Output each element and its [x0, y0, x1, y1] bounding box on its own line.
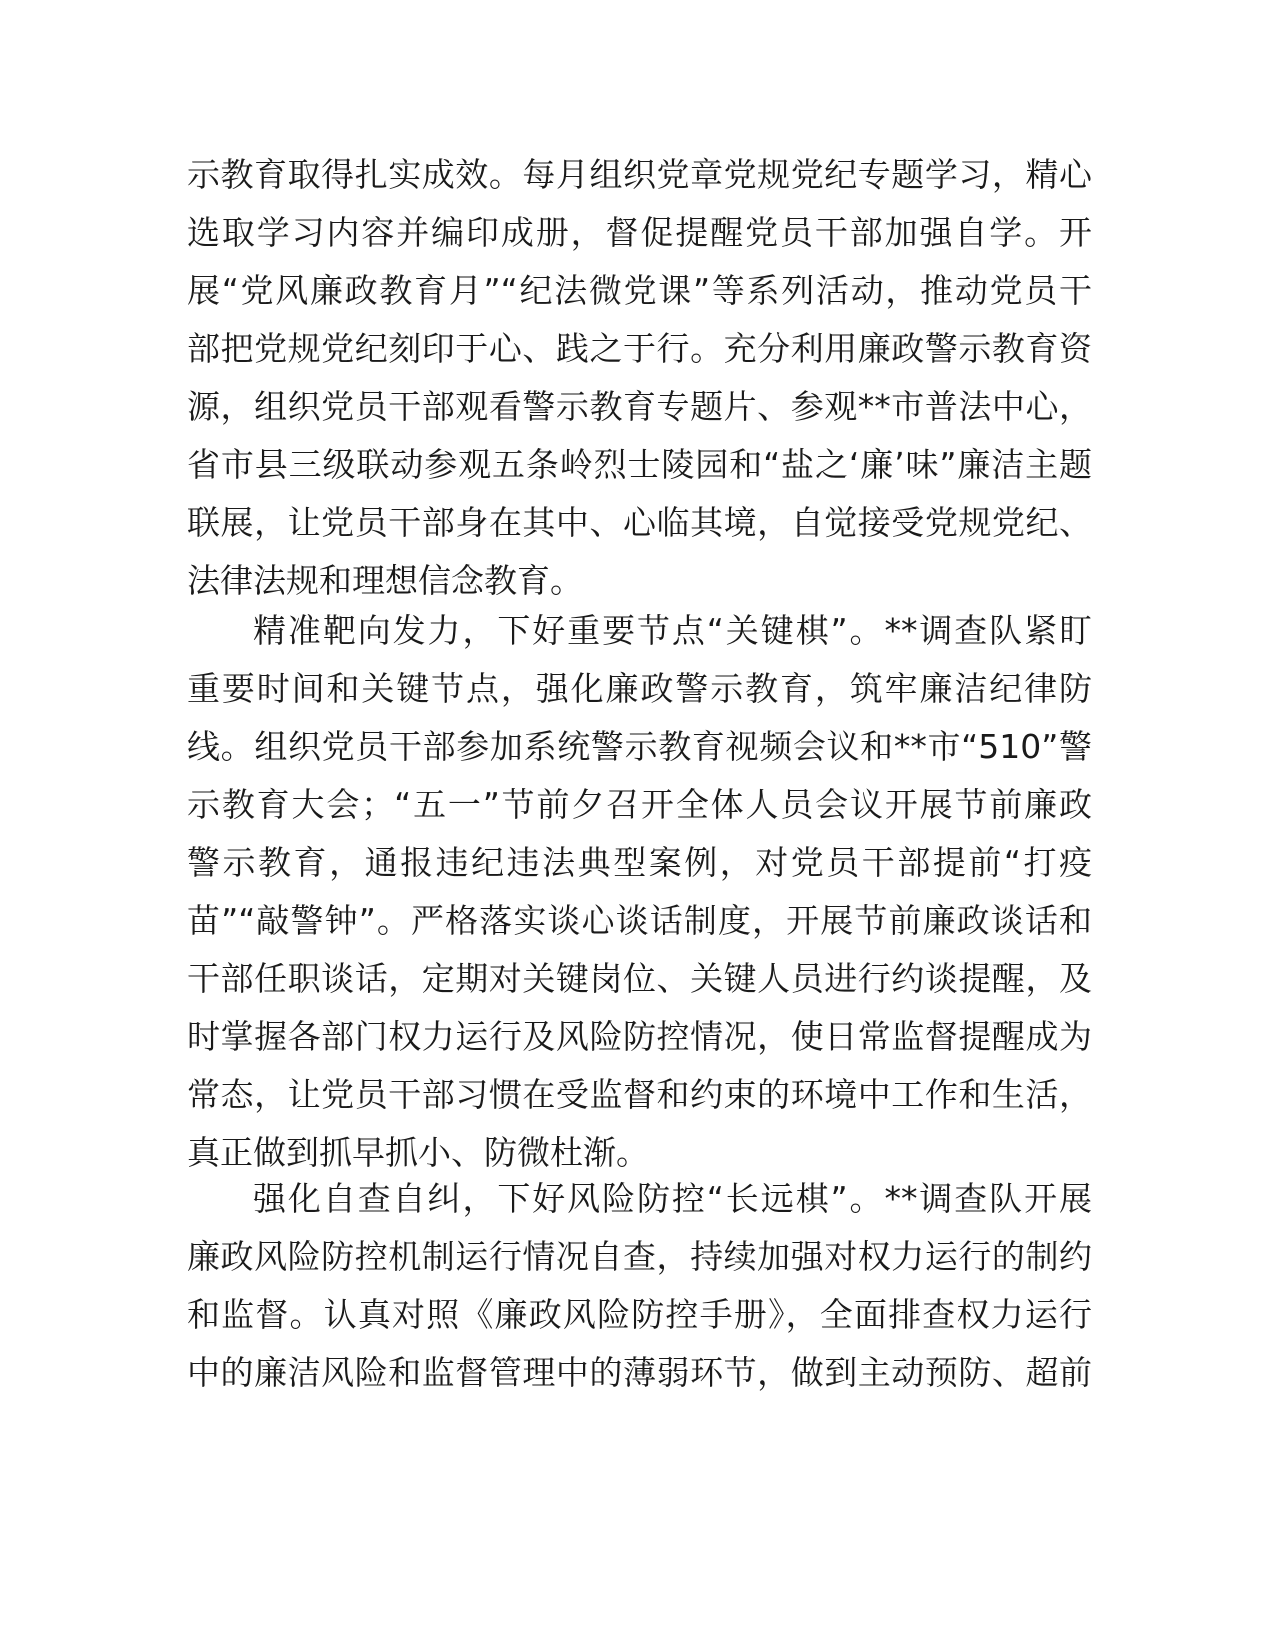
text-line: 常态，让党员干部习惯在受监督和约束的环境中工作和生活， [187, 1075, 1092, 1114]
text-line: 干部任职谈话，定期对关键岗位、关键人员进行约谈提醒，及 [187, 959, 1092, 998]
paragraph-2 [187, 602, 1092, 1182]
text-line: 和监督。认真对照《廉政风险防控手册》，全面排查权力运行 [187, 1295, 1092, 1334]
text-line: 示教育取得扎实成效。每月组织党章党规党纪专题学习，精心 [187, 155, 1092, 194]
text-line: 示教育大会；“五一”节前夕召开全体人员会议开展节前廉政 [187, 785, 1092, 824]
text-line: 选取学习内容并编印成册，督促提醒党员干部加强自学。开 [187, 213, 1092, 252]
text-line: 部把党规党纪刻印于心、践之于行。充分利用廉政警示教育资 [187, 329, 1092, 368]
text-line: 廉政风险防控机制运行情况自查，持续加强对权力运行的制约 [187, 1237, 1092, 1276]
paragraph-3 [187, 1170, 1092, 1402]
text-line: 重要时间和关键节点，强化廉政警示教育，筑牢廉洁纪律防 [187, 669, 1092, 708]
text-line: 苗”“敲警钟”。严格落实谈心谈话制度，开展节前廉政谈话和 [187, 901, 1092, 940]
text-line: 时掌握各部门权力运行及风险防控情况，使日常监督提醒成为 [187, 1017, 1092, 1056]
text-line: 强化自查自纠，下好风险防控“长远棋”。**调查队开展 [253, 1179, 1092, 1218]
text-line: 精准靶向发力，下好重要节点“关键棋”。**调查队紧盯 [253, 611, 1092, 650]
text-line: 省市县三级联动参观五条岭烈士陵园和“盐之‘廉’味”廉洁主题 [187, 445, 1092, 484]
paragraph-1 [187, 146, 1092, 610]
text-line: 中的廉洁风险和监督管理中的薄弱环节，做到主动预防、超前 [187, 1353, 1092, 1392]
text-line: 展“党风廉政教育月”“纪法微党课”等系列活动，推动党员干 [187, 271, 1092, 310]
text-line: 联展，让党员干部身在其中、心临其境，自觉接受党规党纪、 [187, 503, 1092, 542]
text-line: 真正做到抓早抓小、防微杜渐。 [187, 1133, 649, 1172]
text-line: 线。组织党员干部参加系统警示教育视频会议和**市“510”警 [187, 727, 1092, 766]
text-line: 源，组织党员干部观看警示教育专题片、参观**市普法中心， [187, 387, 1092, 426]
text-line: 法律法规和理想信念教育。 [187, 561, 583, 600]
text-line: 警示教育，通报违纪违法典型案例，对党员干部提前“打疫 [187, 843, 1092, 882]
